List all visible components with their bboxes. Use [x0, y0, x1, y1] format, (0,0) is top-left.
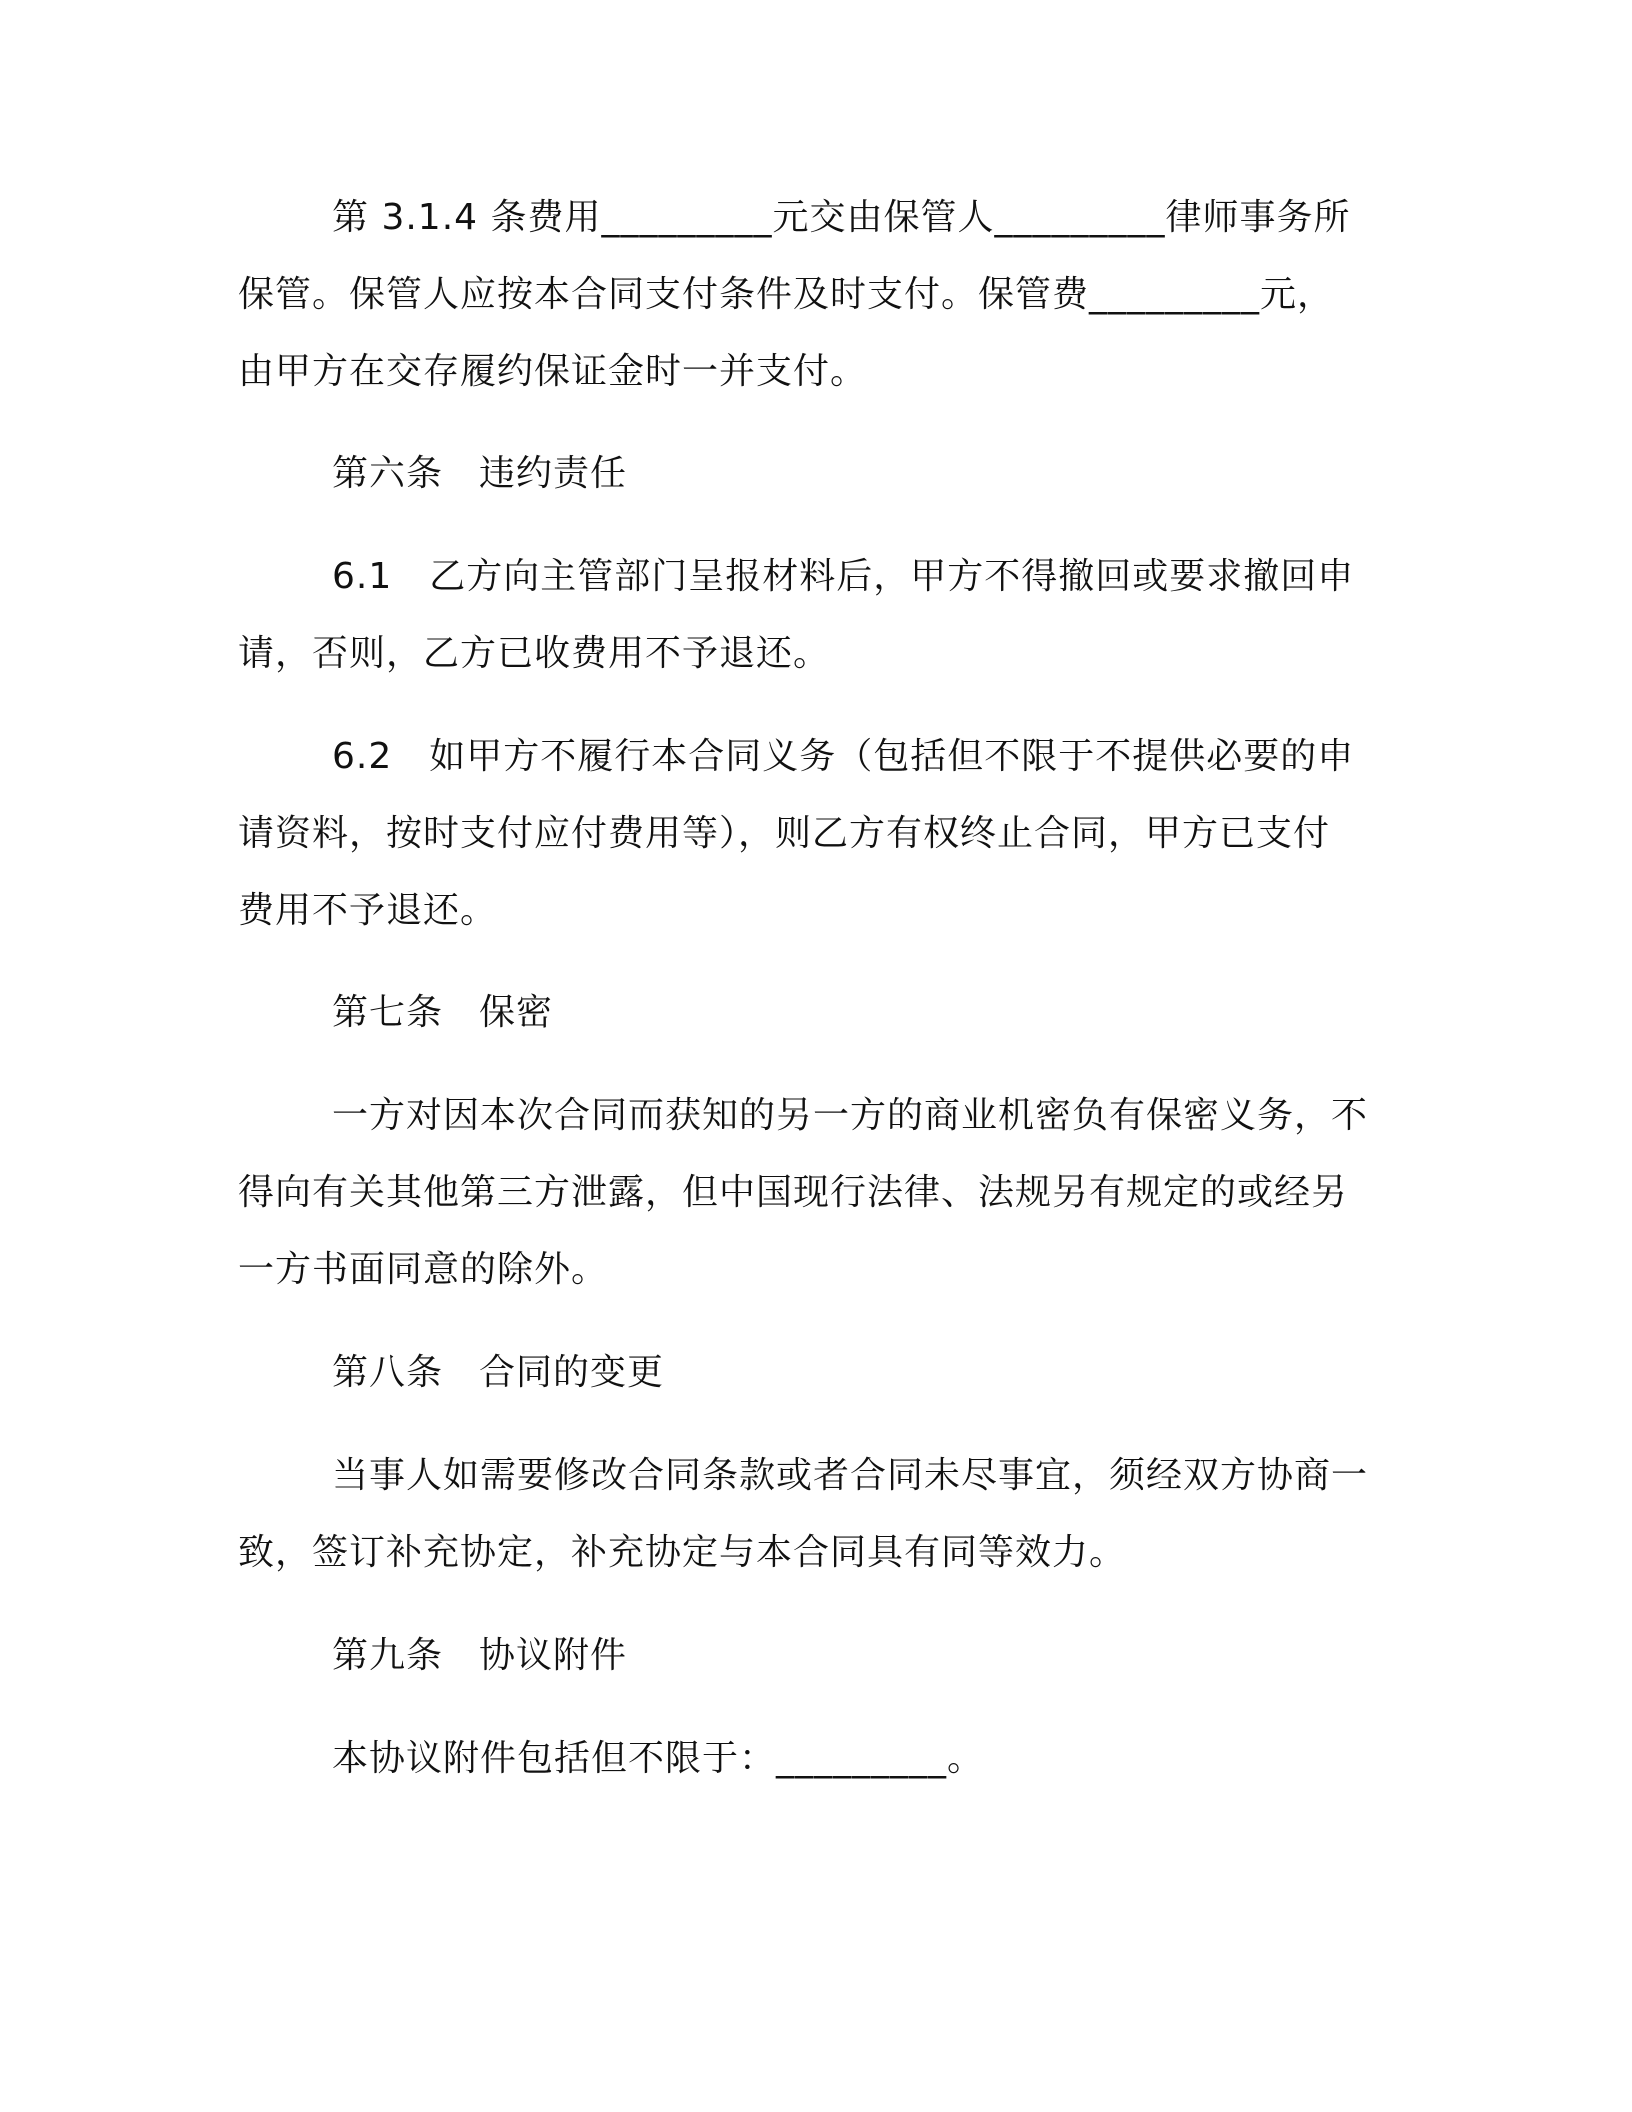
article-6-number: 第六条 [332, 453, 444, 494]
article-9-number: 第九条 [332, 1635, 444, 1676]
article-9-heading [332, 1634, 627, 1678]
article-8-body-line-2: 致，签订补充协定，补充协定与本合同具有同等效力。 [238, 1532, 1127, 1573]
article-8-body-line-1: 当事人如需要修改合同条款或者合同未尽事宜，须经双方协商一 [332, 1455, 1369, 1496]
clause-3-1-4-line-2: 保管。保管人应按本合同支付条件及时支付。保管费_________元， [238, 274, 1335, 315]
article-7-number: 第七条 [332, 992, 444, 1033]
article-6-heading [332, 452, 627, 496]
article-7-body-line-2: 得向有关其他第三方泄露，但中国现行法律、法规另有规定的或经另 [238, 1172, 1349, 1213]
item-6-2-line-2: 请资料，按时支付应付费用等），则乙方有权终止合同，甲方已支付 [238, 813, 1331, 854]
article-7-body-line-3: 一方书面同意的除外。 [238, 1249, 609, 1290]
item-6-2-line-3: 费用不予退还。 [238, 890, 498, 931]
article-9-title: 协议附件 [479, 1635, 628, 1676]
item-6-2-line-1: 6.2 如甲方不履行本合同义务（包括但不限于不提供必要的申 [332, 736, 1355, 777]
item-6-1-line-1: 6.1 乙方向主管部门呈报材料后，甲方不得撤回或要求撤回申 [332, 556, 1355, 597]
article-6-title: 违约责任 [479, 453, 628, 494]
clause-3-1-4-line-3: 由甲方在交存履约保证金时一并支付。 [238, 351, 868, 392]
article-8-title: 合同的变更 [479, 1352, 665, 1393]
clause-3-1-4-line-1: 第 3.1.4 条费用_________元交由保管人_________律师事务所 [332, 197, 1351, 238]
article-7-body-line-1: 一方对因本次合同而获知的另一方的商业机密负有保密义务，不 [332, 1095, 1369, 1136]
item-6-1-line-2: 请，否则，乙方已收费用不予退还。 [238, 633, 831, 674]
article-7-title: 保密 [479, 992, 554, 1033]
article-7-heading [332, 991, 553, 1035]
article-9-body-line-1: 本协议附件包括但不限于：_________。 [332, 1738, 985, 1779]
article-8-heading [332, 1351, 664, 1395]
article-8-number: 第八条 [332, 1352, 444, 1393]
